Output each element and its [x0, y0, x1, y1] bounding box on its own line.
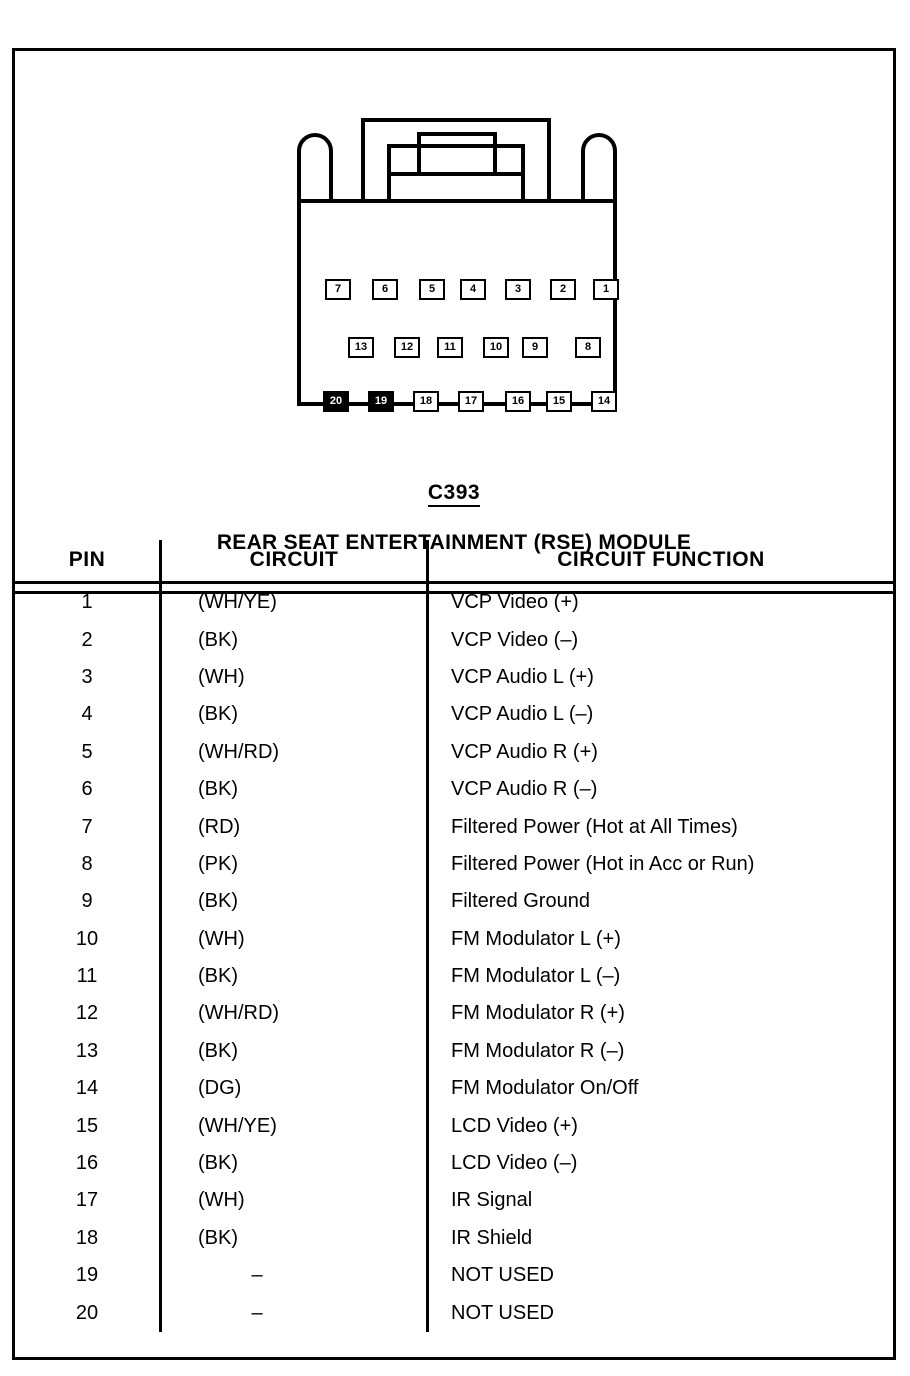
- connector-pin-5: 5: [419, 279, 445, 300]
- cell-pin: 1: [15, 583, 161, 622]
- cell-circuit: (DG): [161, 1070, 428, 1107]
- cell-pin: 12: [15, 995, 161, 1032]
- cell-pin: 18: [15, 1220, 161, 1257]
- cell-circuit: (WH): [161, 659, 428, 696]
- cell-circuit: (BK): [161, 1033, 428, 1070]
- cell-function: FM Modulator R (–): [451, 1039, 625, 1062]
- cell-pin: 6: [15, 771, 161, 808]
- cell-function: FM Modulator L (–): [451, 965, 621, 988]
- table-row: [15, 621, 893, 658]
- connector-title: REAR SEAT ENTERTAINMENT (RSE) MODULE: [216, 531, 692, 554]
- connector-pin-7: 7: [325, 279, 351, 300]
- cell-circuit: (BK): [161, 958, 428, 995]
- cell-pin: 16: [15, 1145, 161, 1182]
- cell-circuit: [161, 1257, 428, 1294]
- cell-pin: 15: [15, 1107, 161, 1144]
- cell-circuit: (BK): [161, 883, 428, 920]
- cell-circuit: (WH/YE): [161, 1107, 428, 1144]
- table-row: [15, 958, 893, 995]
- table-row: [15, 846, 893, 883]
- cell-pin: 14: [15, 1070, 161, 1107]
- table-row: [15, 1107, 893, 1144]
- connector-pin-9: 9: [522, 337, 548, 358]
- cell-circuit: (WH): [161, 1182, 428, 1219]
- cell-function: VCP Video (+): [451, 591, 579, 614]
- cell-pin: 9: [15, 883, 161, 920]
- cell-circuit: (BK): [161, 1145, 428, 1182]
- table-row: [15, 1182, 893, 1219]
- cell-pin: 10: [15, 921, 161, 958]
- table-row: [15, 659, 893, 696]
- cell-pin: 4: [15, 696, 161, 733]
- cell-pin: 5: [15, 734, 161, 771]
- connector-id-label: [15, 481, 893, 505]
- connector-id-text: C393: [428, 481, 480, 507]
- cell-circuit: (WH/YE): [161, 583, 428, 622]
- cell-circuit-dash: –: [251, 1301, 263, 1324]
- connector-pin-15: 15: [546, 391, 572, 412]
- connector-pin-6: 6: [372, 279, 398, 300]
- table-row: [15, 1257, 893, 1294]
- connector-pin-3: 3: [505, 279, 531, 300]
- diagram-frame: [12, 48, 896, 1360]
- table-row: [15, 1220, 893, 1257]
- cell-pin: 13: [15, 1033, 161, 1070]
- connector-pin-19: 19: [368, 391, 394, 412]
- connector-pin-11: 11: [437, 337, 463, 358]
- cell-function: IR Signal: [451, 1189, 533, 1212]
- cell-pin: 2: [15, 621, 161, 658]
- table-header-row: [15, 540, 893, 583]
- cell-circuit: (WH/RD): [161, 734, 428, 771]
- cell-function: NOT USED: [451, 1264, 554, 1287]
- header-pin: PIN: [15, 540, 161, 583]
- cell-function: Filtered Power (Hot in Acc or Run): [451, 852, 755, 875]
- cell-pin: 17: [15, 1182, 161, 1219]
- cell-function: FM Modulator R (+): [451, 1002, 625, 1025]
- cell-circuit: (BK): [161, 696, 428, 733]
- connector-pin-10: 10: [483, 337, 509, 358]
- cell-function: Filtered Power (Hot at All Times): [451, 815, 738, 838]
- connector-pin-18: 18: [413, 391, 439, 412]
- header-circuit: CIRCUIT: [161, 540, 428, 583]
- table-row: [15, 1033, 893, 1070]
- cell-pin: 19: [15, 1257, 161, 1294]
- table-row: [15, 771, 893, 808]
- cell-circuit: (PK): [161, 846, 428, 883]
- connector-pin-8: 8: [575, 337, 601, 358]
- connector-pin-16: 16: [505, 391, 531, 412]
- table-row: [15, 1070, 893, 1107]
- header-function: CIRCUIT FUNCTION: [428, 540, 894, 583]
- cell-function: FM Modulator On/Off: [451, 1077, 639, 1100]
- cell-function: LCD Video (+): [451, 1114, 578, 1137]
- cell-circuit: (BK): [161, 621, 428, 658]
- cell-function: FM Modulator L (+): [451, 927, 621, 950]
- cell-pin: 7: [15, 808, 161, 845]
- cell-pin: 8: [15, 846, 161, 883]
- cell-function: NOT USED: [451, 1301, 554, 1324]
- cell-function: VCP Audio L (–): [451, 703, 594, 726]
- cell-function: Filtered Ground: [451, 890, 590, 913]
- table-row: [15, 921, 893, 958]
- table-row: [15, 808, 893, 845]
- pin-table: [15, 540, 893, 1332]
- cell-function: VCP Audio R (–): [451, 778, 598, 801]
- cell-circuit: (WH): [161, 921, 428, 958]
- cell-circuit: (BK): [161, 1220, 428, 1257]
- cell-circuit: (WH/RD): [161, 995, 428, 1032]
- table-row: [15, 1294, 893, 1331]
- connector-pin-1: 1: [593, 279, 619, 300]
- table-row: [15, 696, 893, 733]
- cell-circuit: [161, 1294, 428, 1331]
- cell-pin: 3: [15, 659, 161, 696]
- connector-pin-13: 13: [348, 337, 374, 358]
- table-row: [15, 995, 893, 1032]
- table-row: [15, 883, 893, 920]
- cell-pin: 11: [15, 958, 161, 995]
- cell-circuit: (RD): [161, 808, 428, 845]
- connector-pin-12: 12: [394, 337, 420, 358]
- cell-function: VCP Video (–): [451, 628, 579, 651]
- connector-pin-4: 4: [460, 279, 486, 300]
- cell-function: VCP Audio R (+): [451, 740, 598, 763]
- table-row: [15, 734, 893, 771]
- connector-pin-17: 17: [458, 391, 484, 412]
- cell-circuit-dash: –: [251, 1264, 263, 1287]
- table-row: [15, 1145, 893, 1182]
- cell-function: VCP Audio L (+): [451, 665, 594, 688]
- cell-pin: 20: [15, 1294, 161, 1331]
- cell-function: IR Shield: [451, 1226, 533, 1249]
- table-row: [15, 583, 893, 622]
- connector-pin-20: 20: [323, 391, 349, 412]
- cell-circuit: (BK): [161, 771, 428, 808]
- connector-pin-14: 14: [591, 391, 617, 412]
- connector-illustration: [15, 51, 893, 554]
- connector-outline-svg: [277, 106, 637, 406]
- connector-pin-2: 2: [550, 279, 576, 300]
- cell-function: LCD Video (–): [451, 1152, 578, 1175]
